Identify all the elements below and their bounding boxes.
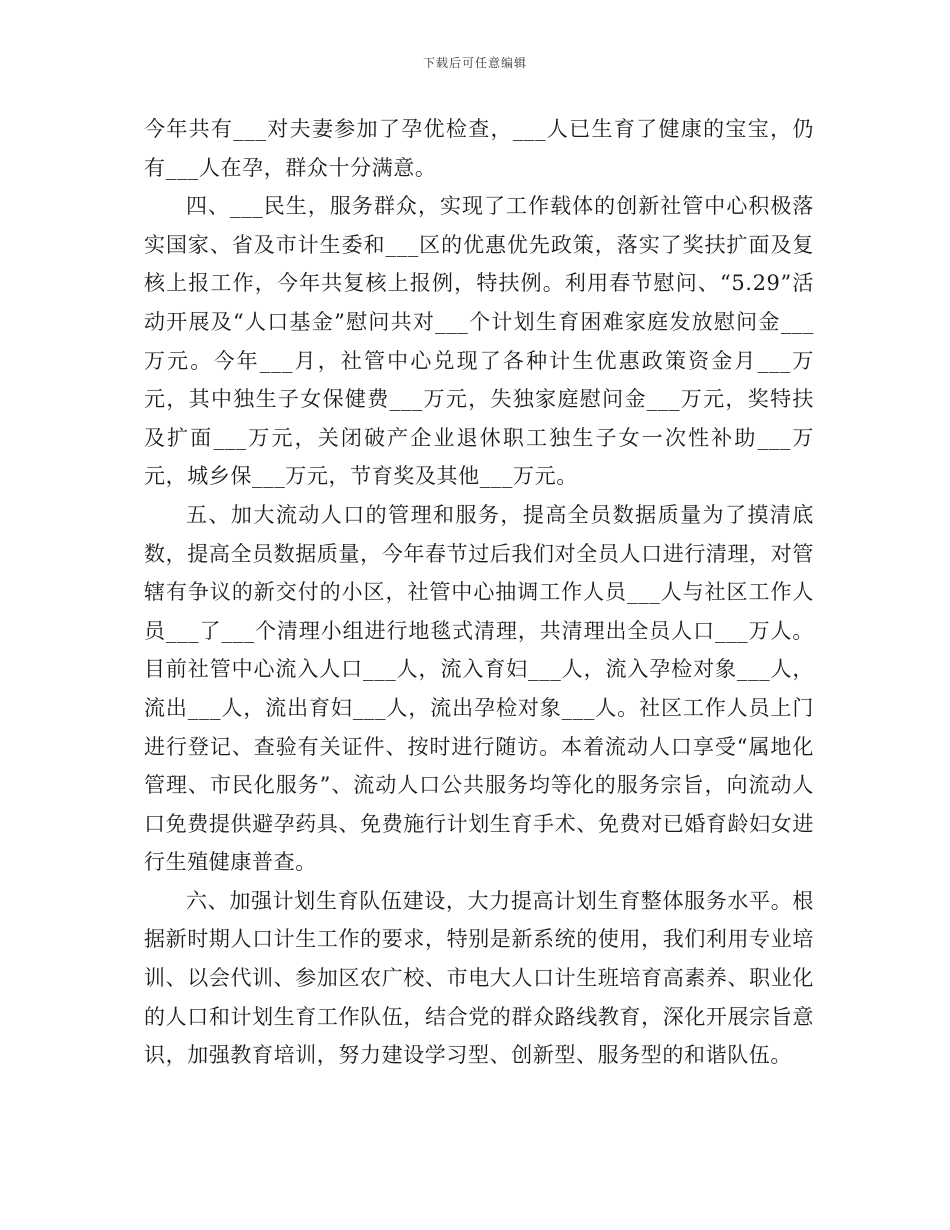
page-header: 下载后可任意编辑 (422, 56, 527, 70)
paragraph-3: 五、加大流动人口的管理和服务，提高全员数据质量为了摸清底数，提高全员数据质量，今年春节过后我们对全员人口进行清理，对管辖有争议的新交付的小区，社管中心抽调工作人员___人与社区工作人员___了___个清理小组进行地毯式清理，共清理出全员人口___万人。目前社管中心流入人口___人，流入育妇___人，流入孕检对象___人，流出___人，流出育妇___人，流出孕检对象___人。社区工作人员上门进行登记、查验有关证件、按时进行随访。本着流动人口享受“属地化管理、市民化服务”、流动人口公共服务均等化的服务宗旨，向流动人口免费提供避孕药具、免费施行计划生育手术、免费对已婚育龄妇女进行生殖健康普查。 (144, 502, 814, 875)
paragraph-2: 四、___民生，服务群众，实现了工作载体的创新社管中心积极落实国家、省及市计生委和___区的优惠优先政策，落实了奖扶扩面及复核上报工作，今年共复核上报例，特扶例。利用春节慰问、“5.29”活动开展及“人口基金”慰问共对___个计划生育困难家庭发放慰问金___万元。今年___月，社管中心兑现了各种计生优惠政策资金月___万元，其中独生子女保健费___万元，失独家庭慰问金___万元，奖特扶及扩面___万元，关闭破产企业退休职工独生子女一次性补助___万元，城乡保___万元，节育奖及其他___万元。 (144, 194, 814, 489)
paragraph-1: 今年共有___对夫妻参加了孕优检查，___人已生育了健康的宝宝，仍有___人在孕，群众十分满意。 (144, 117, 814, 180)
document-body (144, 110, 814, 1075)
paragraph-4: 六、加强计划生育队伍建设，大力提高计划生育整体服务水平。根据新时期人口计生工作的要求，特别是新系统的使用，我们利用专业培训、以会代训、参加区农广校、市电大人口计生班培育高素养、职业化的人口和计划生育工作队伍，结合党的群众路线教育，深化开展宗旨意识，加强教育培训，努力建设学习型、创新型、服务型的和谐队伍。 (144, 888, 814, 1068)
